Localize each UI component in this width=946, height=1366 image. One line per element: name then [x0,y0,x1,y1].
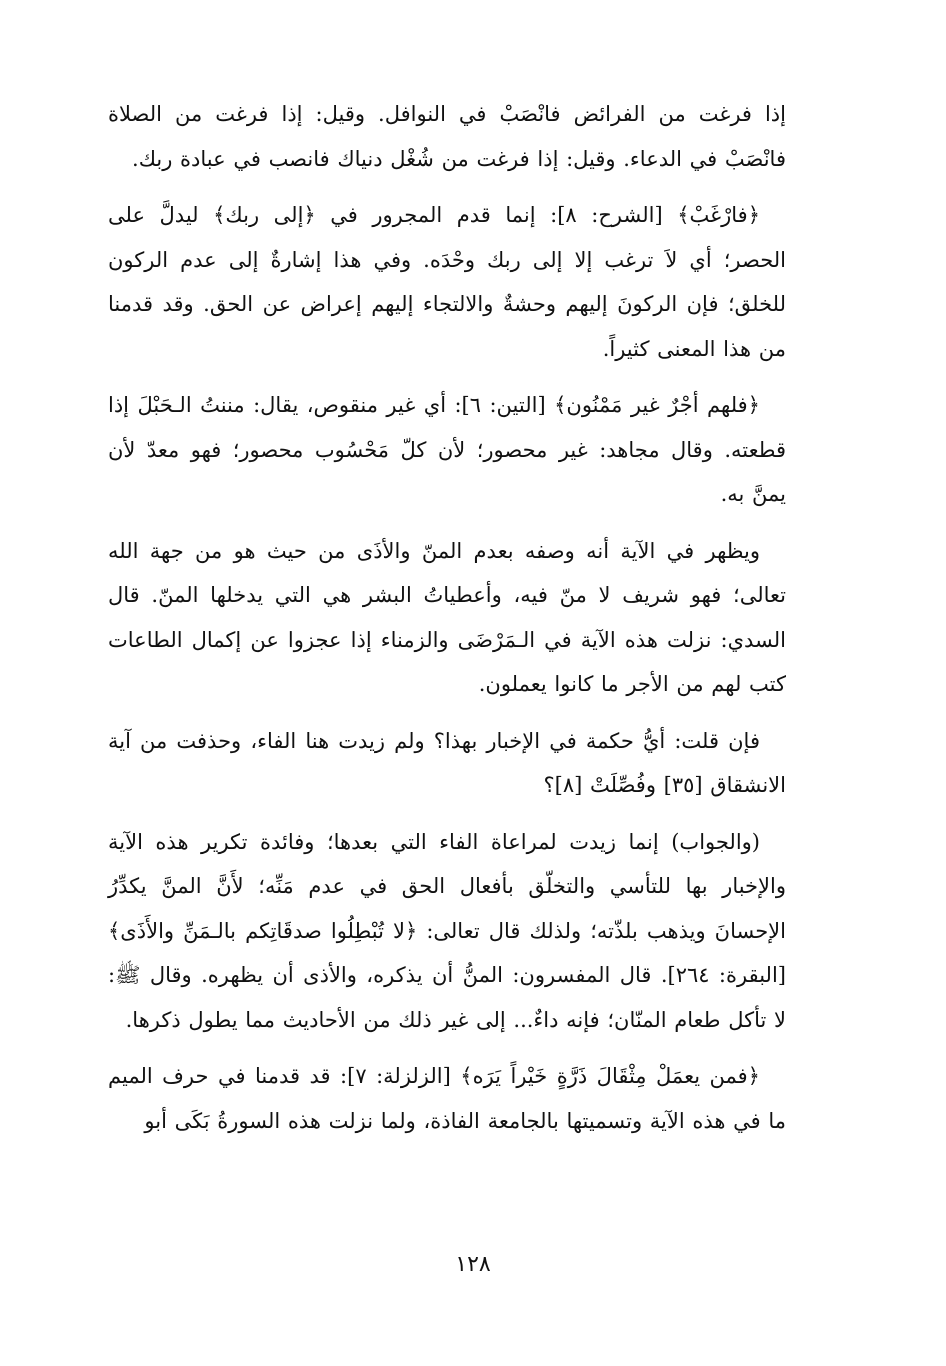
paragraph-4: ويظهر في الآية أنه وصفه بعدم المنّ والأذَى من حيث هو من جهة الله تعالى؛ فهو شريف لا منّ فيه، وأعطياتُ البشر هي التي يدخلها المنّ. قال السدي: نزلت هذه الآية في الـمَرْضَى والزمناء إذا عجزوا عن إكمال الطاعات كتب لهم من الأجر ما كانوا يعملون. [108,538,786,696]
paragraph-1: إذا فرغت من الفرائض فانْصَبْ في النوافل. وقيل: إذا فرغت من الصلاة فانْصَبْ في الدعاء. وقيل: إذا فرغت من شُغْل دنياك فانصب في عبادة ربك. [108,102,786,171]
paragraph-6: (والجواب) إنما زيدت لمراعاة الفاء التي بعدها؛ وفائدة تكرير هذه الآية والإخبار بها للتأسي والتخلّق بأفعال الحق في عدم مَنِّه؛ لأَنَّ المنَّ يكدِّرُ الإحسانَ ويذهب بلذّته؛ ولذلك قال تعالى: ﴿لا تُبْطِلُوا صدقَاتِكم بالـمَنِّ والأَذَى﴾ [البقرة: ٢٦٤]. قال المفسرون: المنُّ أن يذكره، والأذى أن يظهره. وقال ﷺ: لا تأكل طعام المنّان؛ فإنه داءٌ... إلى غير ذلك من الأحاديث مما يطول ذكرها. [108,829,786,1032]
paragraph-7: ﴿فمن يعمَلْ مِثْقَالَ ذَرَّةٍ خَيْراً يَرَه﴾ [الزلزلة: ٧]: قد قدمنا في حرف الميم ما في هذه الآية وتسميتها بالجامعة الفاذة، ولما نزلت هذه السورةُ بَكَى أبو [108,1064,786,1133]
page-body [108,92,786,1155]
page-number: ١٢٨ [455,1252,491,1277]
paragraph-2: ﴿فارْغَبْ﴾ [الشرح: ٨]: إنما قدم المجرور في ﴿إلى ربك﴾ ليدلَّ على الحصر؛ أي لاَ ترغب إلا إلى ربك وحْدَه. وفي هذا إشارةٌ إلى عدم الركون للخلق؛ فإن الركونَ إليهم وحشةٌ والالتجاء إليهم إعراض عن الحق. وقد قدمنا من هذا المعنى كثيراً. [108,203,786,361]
paragraph-5: فإن قلت: أيُّ حكمة في الإخبار بهذا؟ ولم زيدت هنا الفاء، وحذفت من آية الانشقاق [٣٥] وفُصِّلَتْ [٨]؟ [108,728,786,797]
paragraph-3: ﴿فلهم أجْرٌ غير مَمْنُون﴾ [التين: ٦]: أي غير منقوص، يقال: مننتُ الـحَبْلَ إذا قطعته. وقال مجاهد: غير محصور؛ لأن كلّ مَحْسُوب محصور؛ فهو معدّ لأن يمنَّ به. [108,393,786,506]
